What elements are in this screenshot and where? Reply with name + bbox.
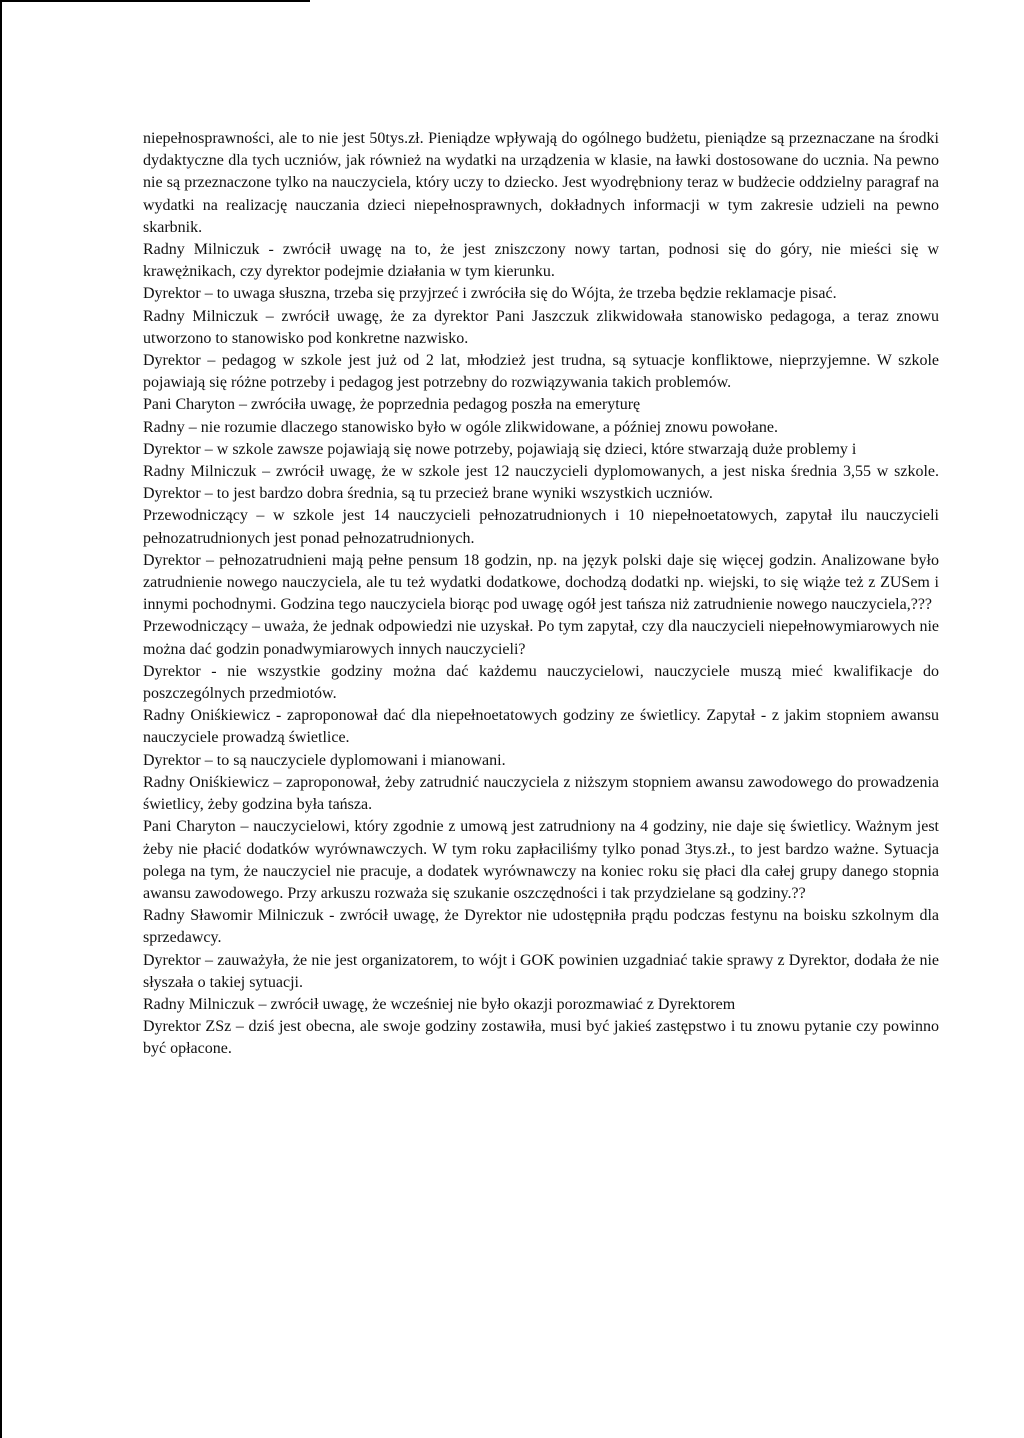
paragraph-dyrektor-organizator: Dyrektor – zauważyła, że nie jest organizatorem, to wójt i GOK powinien uzgadniać takie sprawy z Dyrektor, dodała że nie słyszała o takiej sytuacji. (143, 951, 939, 991)
paragraph-przewodniczacy-pytanie: Przewodniczący – uważa, że jednak odpowiedzi nie uzyskał. Po tym zapytał, czy dla nauczycieli niepełnowymiarowych nie można dać godzin ponadwymiarowych innych nauczycieli? (143, 618, 939, 658)
paragraph-przewodniczacy-etaty: Przewodniczący – w szkole jest 14 nauczycieli pełnozatrudnionych i 10 niepełnoetatowych, zapytał ilu nauczycieli pełnozatrudnionych jest ponad pełnozatrudnionych. (143, 507, 939, 547)
paragraph-dyrektor-reklamacje: Dyrektor – to uwaga słuszna, trzeba się przyjrzeć i zwróciła się do Wójta, że trzeba będzie reklamacje pisać. (143, 285, 837, 303)
paragraph-dyrektor-pensum: Dyrektor – pełnozatrudnieni mają pełne pensum 18 godzin, np. na język polski daje się więcej godzin. Analizowane było zatrudnienie nowego nauczyciela, ale tu też wydatki dodatkowe, dochodzą dodatki np. wiejski, to się wiąże też z ZUSem i innymi pochodnymi. Godzina tego nauczyciela biorąc pod uwagę ogół jest tańsza niż zatrudnienie nowego nauczyciela,??? (143, 551, 939, 614)
paragraph-radny-stanowisko: Radny – nie rozumie dlaczego stanowisko było w ogóle zlikwidowane, a później znowu powołane. (143, 418, 778, 436)
paragraph-dyrektor-zastepstwo: Dyrektor ZSz – dziś jest obecna, ale swoje godziny zostawiła, musi być jakieś zastępstwo i tu znowu pytanie czy powinno być opłacone. (143, 1018, 939, 1058)
paragraph-budget-explanation: niepełnosprawności, ale to nie jest 50tys.zł. Pieniądze wpływają do ogólnego budżetu, pieniądze są przeznaczane na środki dydaktyczne dla tych uczniów, jak również na wydatki na urządzenia w klasie, na ławki dostosowane do ucznia. Na pewno nie są przeznaczone tylko na nauczyciela, który uczy to dziecko. Jest wyodrębniony teraz w budżecie oddzielny paragraf na wydatki na realizację nauczania dzieci niepełnosprawnych, dokładnych informacji w tym zakresie udzieli na pewno skarbnik. (143, 130, 939, 236)
paragraph-milniczuk-rozmowa: Radny Milniczuk – zwrócił uwagę, że wcześniej nie było okazji porozmawiać z Dyrektorem (143, 995, 736, 1013)
paragraph-charyton-emerytura: Pani Charyton – zwróciła uwagę, że poprzednia pedagog poszła na emeryturę (143, 396, 641, 414)
paragraph-milniczuk-srednia: Radny Milniczuk – zwrócił uwagę, że w szkole jest 12 nauczycieli dyplomowanych, a jest niska średnia 3,55 w szkole. Dyrektor – to jest bardzo dobra średnia, są tu przecież brane wyniki wszystkich uczniów. (143, 463, 939, 503)
paragraph-milniczuk-pedagog: Radny Milniczuk – zwrócił uwagę, że za dyrektor Pani Jaszczuk zlikwidowała stanowisko pedagoga, a teraz znowu utworzono to stanowisko pod konkretne nazwisko. (143, 307, 939, 347)
scan-border-left (0, 0, 2, 1438)
paragraph-oniskiewicz-swietlica: Radny Oniśkiewicz - zaproponował dać dla niepełnoetatowych godziny ze świetlicy. Zapytał - z jakim stopniem awansu nauczyciele prowadzą świetlice. (143, 707, 939, 747)
paragraph-oniskiewicz-propozycja: Radny Oniśkiewicz – zaproponował, żeby zatrudnić nauczyciela z niższym stopniem awansu zawodowego do prowadzenia świetlicy, żeby godzina była tańsza. (143, 773, 939, 814)
paragraph-dyrektor-potrzeby: Dyrektor – w szkole zawsze pojawiają się nowe potrzeby, pojawiają się dzieci, które stwarzają duże problemy i (143, 440, 857, 458)
paragraph-charyton-dodatki: Pani Charyton – nauczycielowi, który zgodnie z umową jest zatrudniony na 4 godziny, nie daje się świetlicy. Ważnym jest żeby nie płacić dodatków wyrównawczych. W tym roku zapłaciliśmy tylko ponad 3tys.zł., to jest bardzo ważne. Sytuacja polega na tym, że nauczyciel nie pracuje, a dodatek wyrównawczy na koniec roku się płaci dla całej grupy danego stopnia awansu zawodowego. Przy arkuszu rozważa się szukanie oszczędności i tak przydzielane są godziny.?? (143, 818, 939, 902)
paragraph-milniczuk-tartan: Radny Milniczuk - zwrócił uwagę na to, że jest zniszczony nowy tartan, podnosi się do góry, nie mieści się w krawężnikach, czy dyrektor podejmie działania w tym kierunku. (143, 241, 939, 281)
paragraph-dyrektor-dyplomowani: Dyrektor – to są nauczyciele dyplomowani i mianowani. (143, 751, 506, 769)
document-body (143, 128, 939, 1061)
scan-border-top (0, 0, 310, 2)
paragraph-dyrektor-pedagog: Dyrektor – pedagog w szkole jest już od 2 lat, młodzież jest trudna, są sytuacje konfliktowe, nieprzyjemne. W szkole pojawiają się różne potrzeby i pedagog jest potrzebny do rozwiązywania takich problemów. (143, 352, 939, 392)
paragraph-milniczuk-festyn: Radny Sławomir Milniczuk - zwrócił uwagę, że Dyrektor nie udostępniła prądu podczas festynu na boisku szkolnym dla sprzedawcy. (143, 907, 939, 947)
paragraph-dyrektor-kwalifikacje: Dyrektor - nie wszystkie godziny można dać każdemu nauczycielowi, nauczyciele muszą mieć kwalifikacje do poszczególnych przedmiotów. (143, 662, 939, 703)
